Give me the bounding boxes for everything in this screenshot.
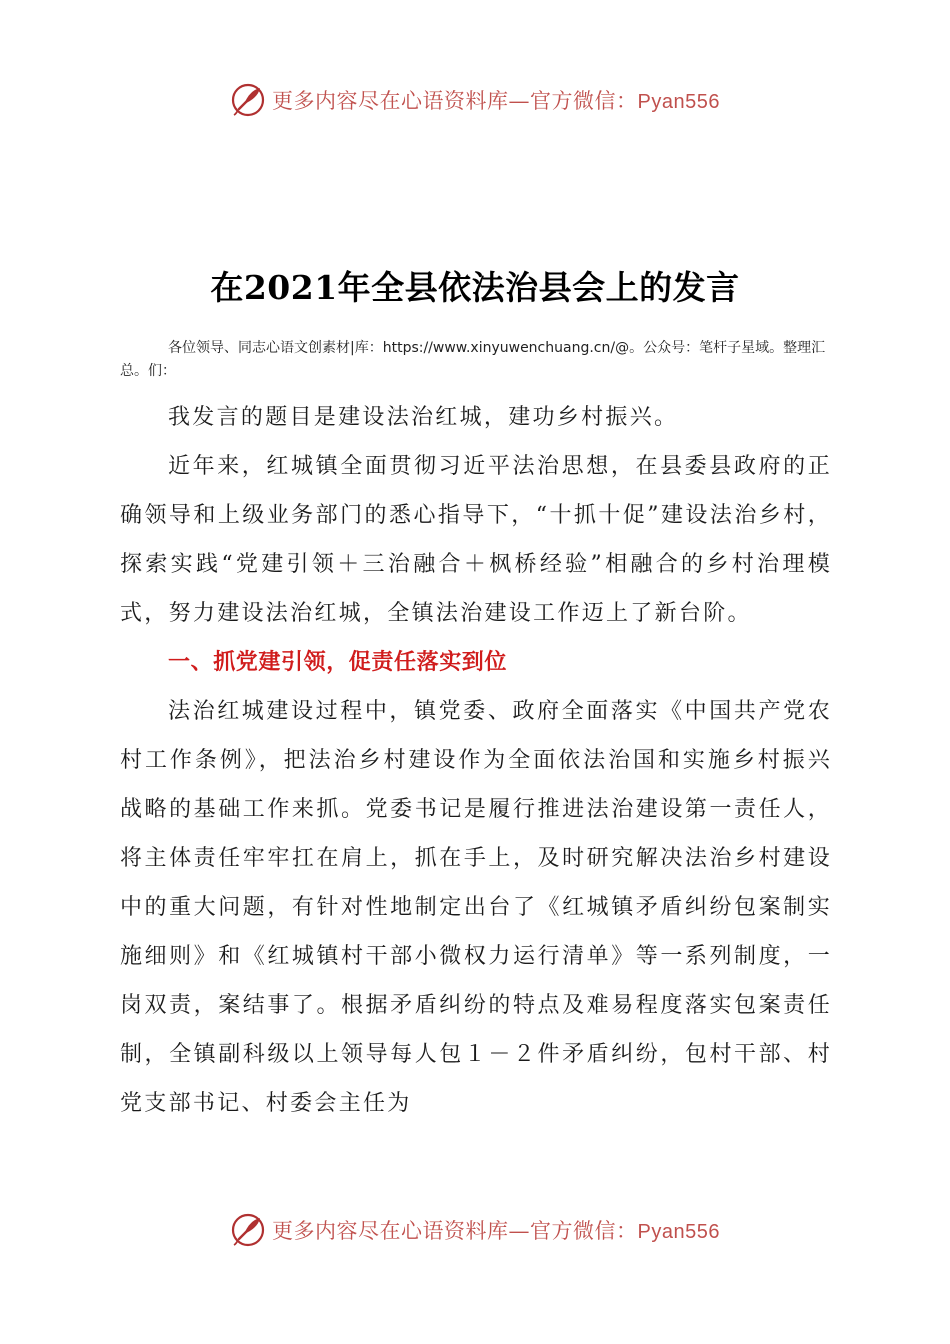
paragraph: 近年来，红城镇全面贯彻习近平法治思想，在县委县政府的正确领导和上级业务部门的悉心指导下，“十抓十促”建设法治乡村，探索实践“党建引领＋三治融合＋枫桥经验”相融合的乡村治理模式，努力建设法治红城，全镇法治建设工作迈上了新台阶。 <box>120 454 832 626</box>
watermark-handle: Pyan556 <box>637 1221 720 1243</box>
footer-watermark <box>0 1208 950 1252</box>
paragraph: 我发言的题目是建设法治红城，建功乡村振兴。 <box>168 405 679 430</box>
section-heading: 一、抓党建引领，促责任落实到位 <box>168 650 508 675</box>
watermark-text: 更多内容尽在心语资料库—官方微信：Pyan556 <box>272 1219 720 1243</box>
header-watermark <box>0 78 950 122</box>
quill-logo-icon <box>230 1212 266 1248</box>
document-body <box>120 393 832 1128</box>
document-title: 在2021年全县依法治县会上的发言 <box>210 268 740 307</box>
salutation-note: 各位领导、同志心语文创素材|库：https://www.xinyuwenchuang.cn/@。公众号：笔杆子星域。整理汇总。们： <box>120 340 826 379</box>
quill-logo-icon <box>230 82 266 118</box>
paragraph: 法治红城建设过程中，镇党委、政府全面落实《中国共产党农村工作条例》，把法治乡村建设作为全面依法治国和实施乡村振兴战略的基础工作来抓。党委书记是履行推进法治建设第一责任人，将主体责任牢牢扛在肩上，抓在手上，及时研究解决法治乡村建设中的重大问题，有针对性地制定出台了《红城镇矛盾纠纷包案制实施细则》和《红城镇村干部小微权力运行清单》等一系列制度，一岗双责，案结事了。根据矛盾纠纷的特点及难易程度落实包案责任制，全镇副科级以上领导每人包１－２件矛盾纠纷，包村干部、村党支部书记、村委会主任为 <box>120 699 832 1116</box>
watermark-handle: Pyan556 <box>637 91 720 113</box>
watermark-text: 更多内容尽在心语资料库—官方微信：Pyan556 <box>272 89 720 113</box>
